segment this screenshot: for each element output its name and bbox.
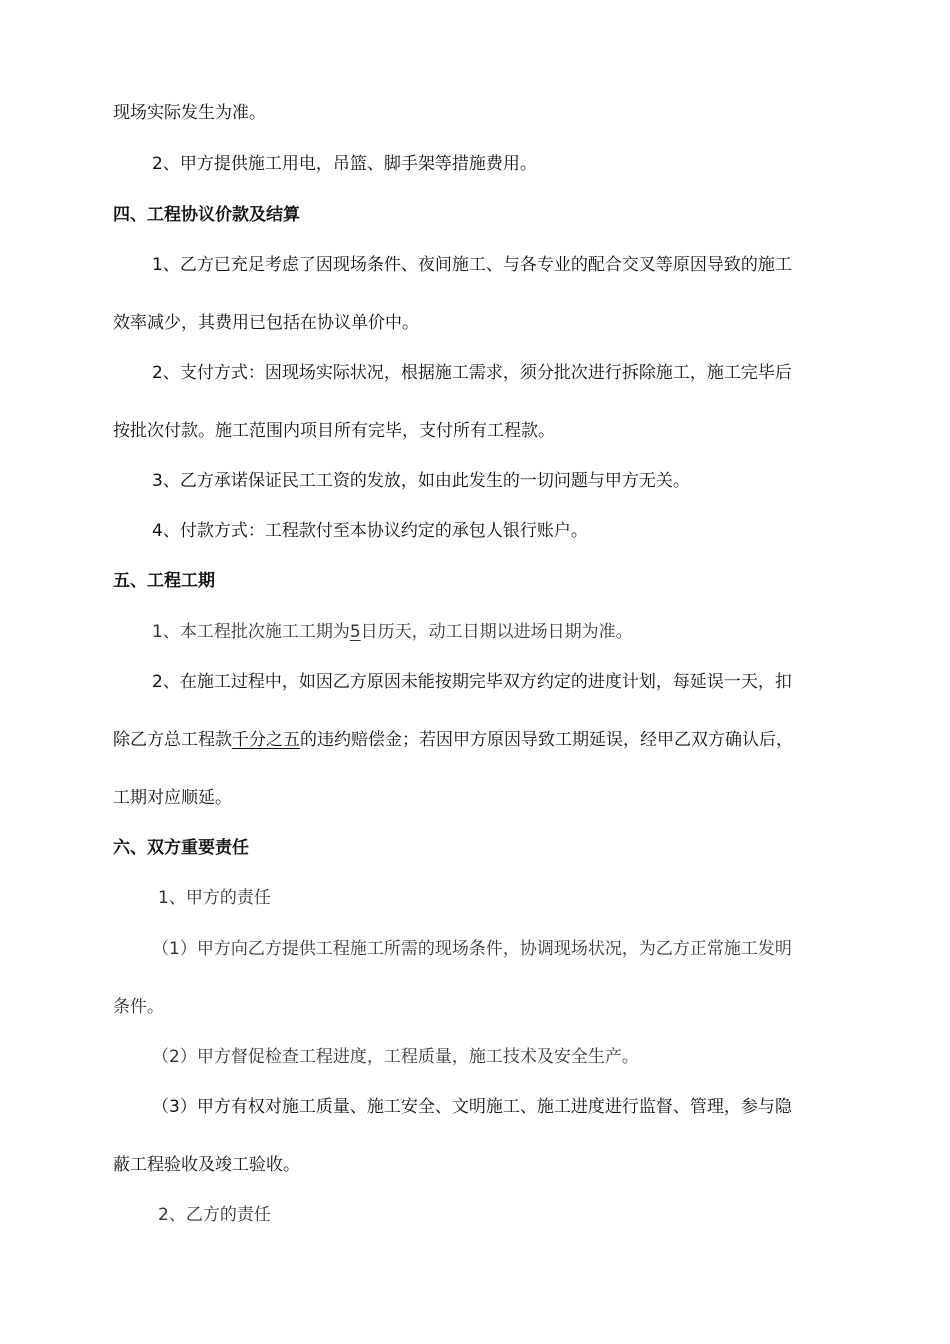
section-heading: 六、双方重要责任 [113, 838, 249, 858]
paragraph-line: 工期对应顺延。 [113, 788, 232, 808]
paragraph-line: 蔽工程验收及竣工验收。 [113, 1155, 300, 1175]
paragraph-line: 2、支付方式：因现场实际状况，根据施工需求，须分批次进行拆除施工，施工完毕后 [152, 363, 792, 383]
text-run: 除乙方总工程款 [113, 730, 232, 750]
paragraph-line: 1、乙方已充足考虑了因现场条件、夜间施工、与各专业的配合交叉等原因导致的施工 [152, 255, 792, 275]
text-run: 1、本工程批次施工工期为 [152, 622, 350, 642]
paragraph-line: （3）甲方有权对施工质量、施工安全、文明施工、施工进度进行监督、管理，参与隐 [152, 1097, 792, 1117]
underlined-value: 5 [349, 622, 361, 642]
paragraph-line: （1）甲方向乙方提供工程施工所需的现场条件，协调现场状况，为乙方正常施工发明 [152, 939, 792, 959]
text-run: 日历天，动工日期以进场日期为准。 [360, 622, 633, 642]
paragraph-line [113, 728, 793, 752]
paragraph-line: 3、乙方承诺保证民工工资的发放，如由此发生的一切问题与甲方无关。 [152, 471, 690, 491]
section-heading: 四、工程协议价款及结算 [113, 205, 300, 225]
paragraph-line [152, 620, 633, 644]
subsection-heading: 2、乙方的责任 [158, 1205, 271, 1225]
paragraph-line: 按批次付款。施工范围内项目所有完毕，支付所有工程款。 [113, 421, 555, 441]
paragraph-line: 效率减少，其费用已包括在协议单价中。 [113, 313, 419, 333]
paragraph-line: 2、甲方提供施工用电，吊篮、脚手架等措施费用。 [152, 154, 537, 174]
subsection-heading: 1、甲方的责任 [158, 888, 271, 908]
text-run: 的违约赔偿金；若因甲方原因导致工期延误，经甲乙双方确认后， [300, 730, 793, 750]
paragraph-line: 4、付款方式：工程款付至本协议约定的承包人银行账户。 [152, 521, 588, 541]
paragraph-line: 条件。 [113, 997, 164, 1017]
section-heading: 五、工程工期 [113, 571, 215, 591]
paragraph-line: 现场实际发生为准。 [113, 103, 266, 123]
paragraph-line: （2）甲方督促检查工程进度，工程质量，施工技术及安全生产。 [152, 1047, 639, 1067]
underlined-value: 千分之五 [232, 730, 300, 750]
paragraph-line: 2、在施工过程中，如因乙方原因未能按期完毕双方约定的进度计划，每延误一天，扣 [152, 672, 792, 692]
